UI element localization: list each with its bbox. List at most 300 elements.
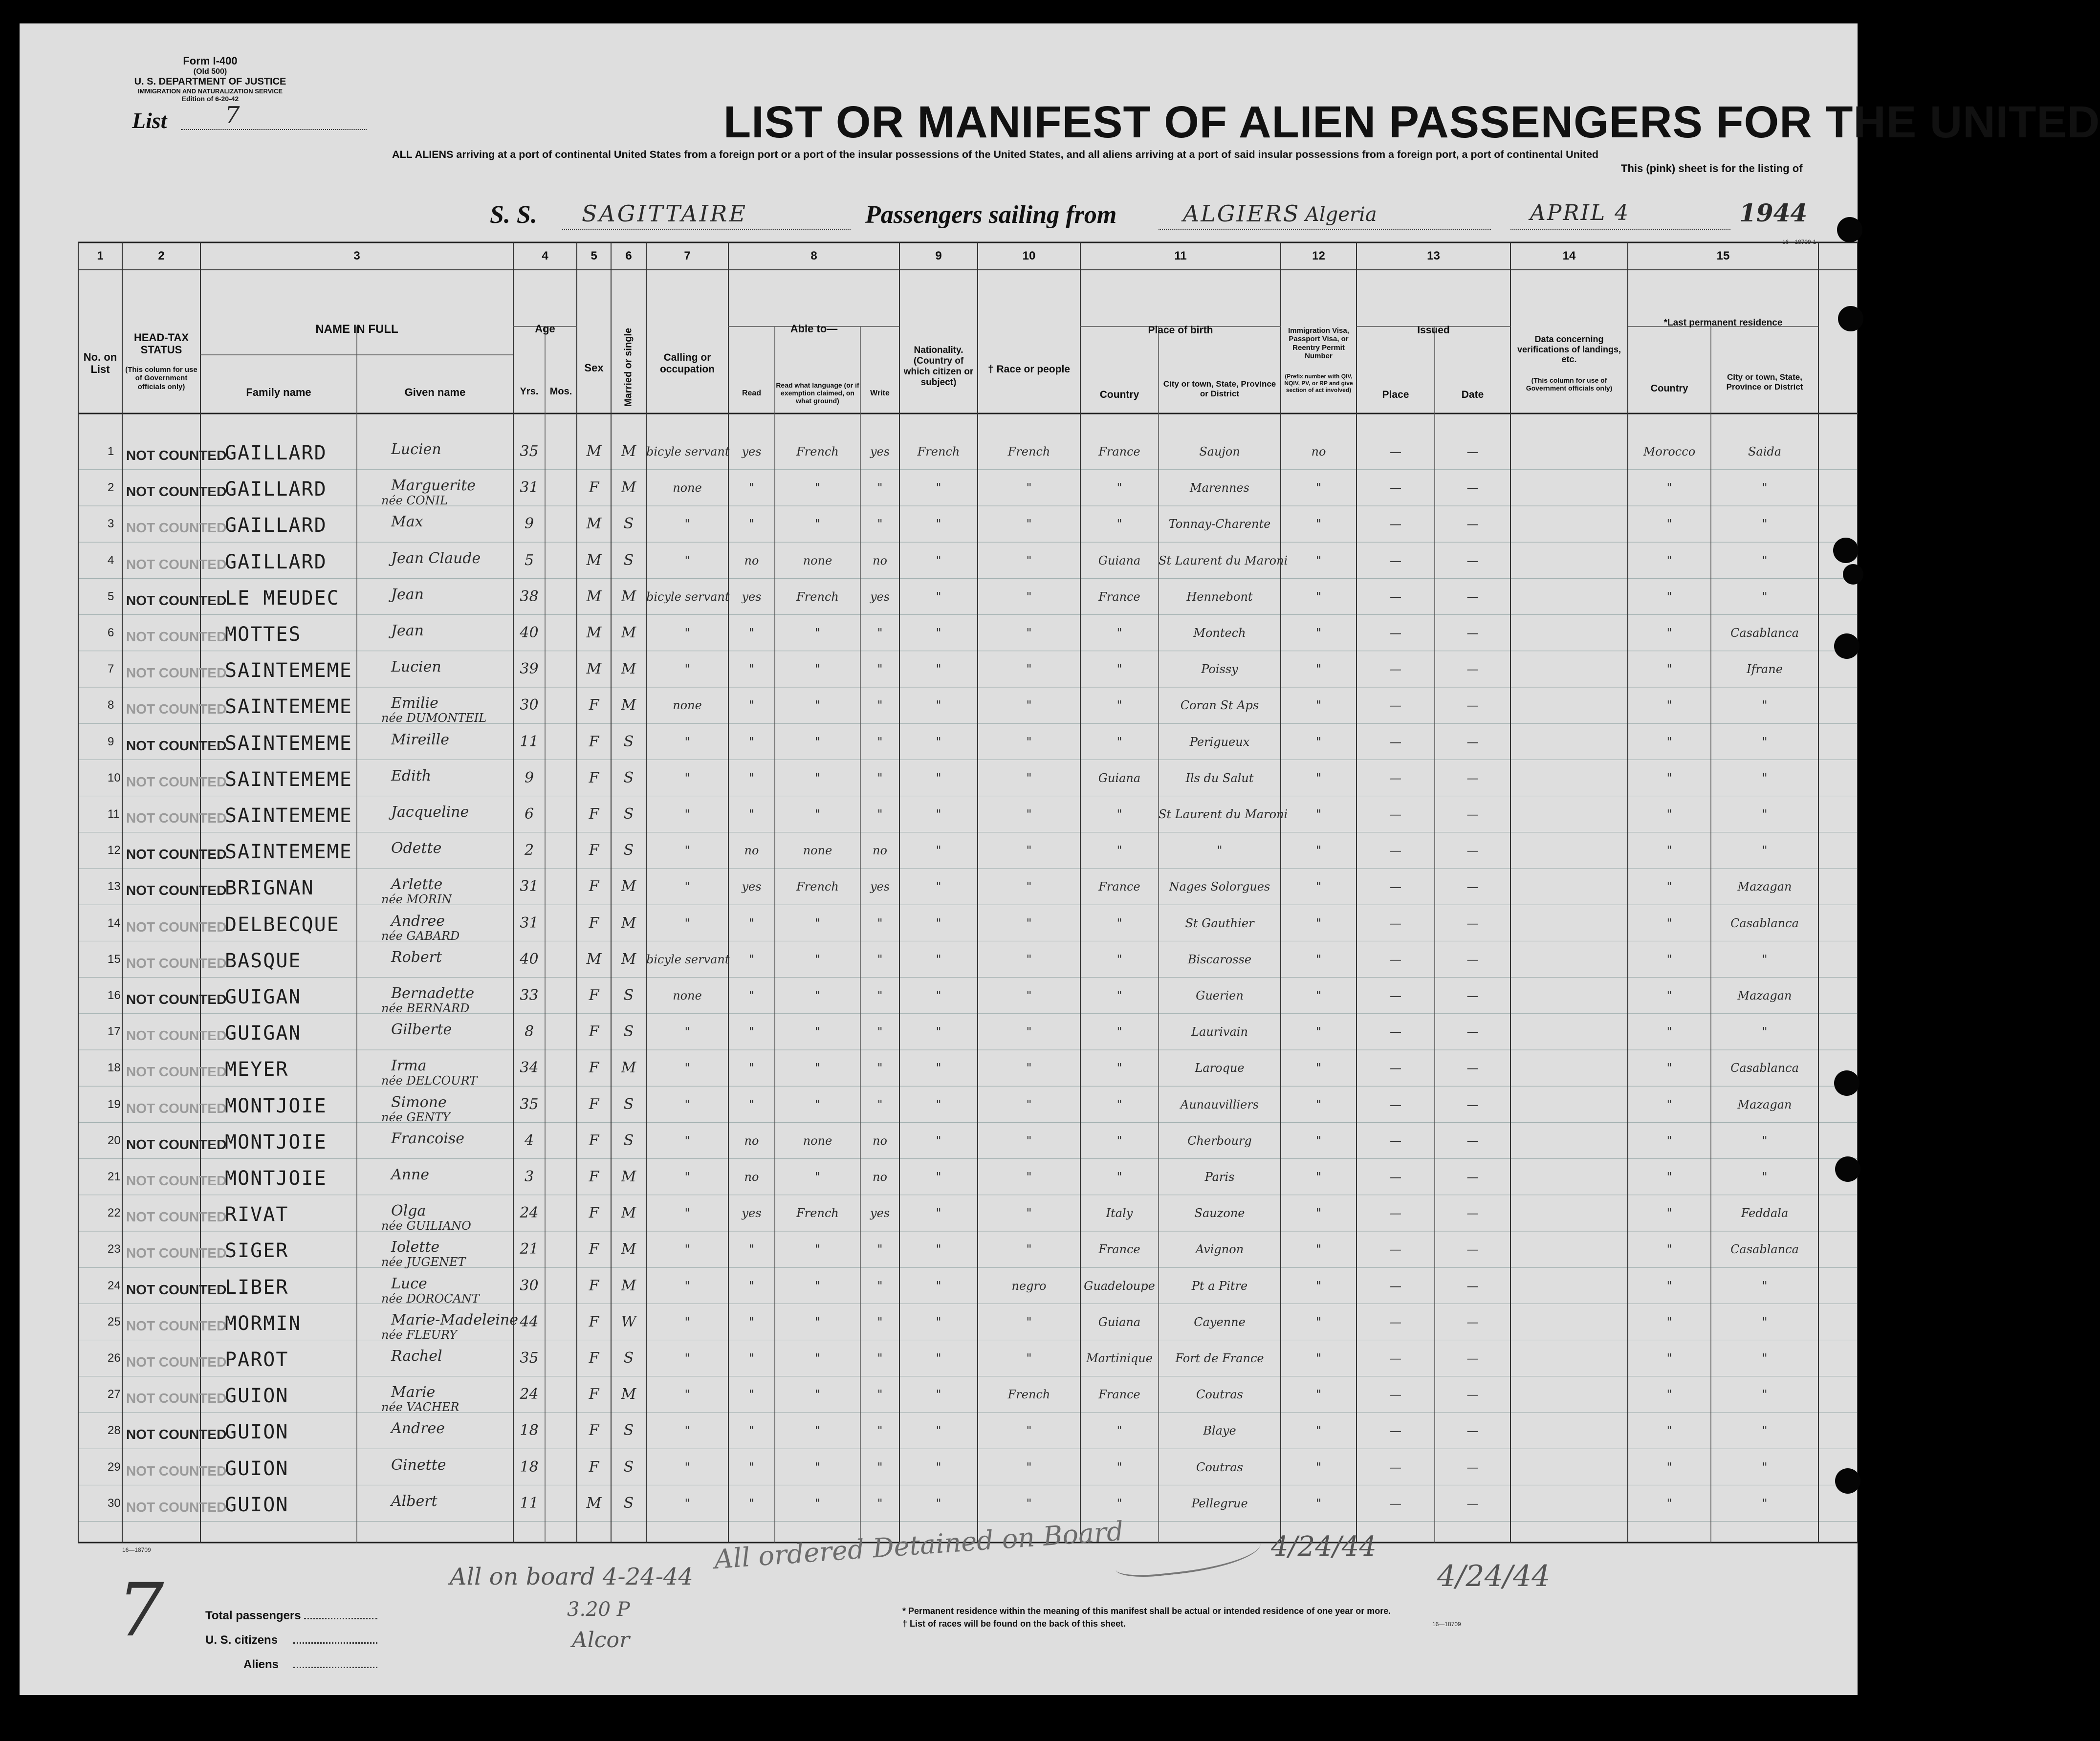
issued-place: — xyxy=(1390,771,1401,785)
can-read: " xyxy=(748,1460,755,1474)
sex: F xyxy=(589,1277,599,1294)
sex: F xyxy=(589,479,599,497)
marital-status: S xyxy=(623,1095,634,1113)
marital-status: S xyxy=(623,1422,634,1439)
visa-number: " xyxy=(1315,517,1322,531)
row-number: 10 xyxy=(108,771,121,784)
row-number: 28 xyxy=(108,1424,121,1437)
annotation-date-2: 4/24/44 xyxy=(1437,1559,1551,1593)
age-years: 31 xyxy=(520,878,539,895)
residence-country: " xyxy=(1666,662,1672,676)
residence-city: " xyxy=(1762,1279,1768,1293)
residence-country: " xyxy=(1666,1424,1672,1438)
col-verifications-note: (This column for use of Government officials only) xyxy=(1526,376,1613,392)
race: " xyxy=(1026,1242,1032,1257)
col-race: † Race or people xyxy=(987,364,1071,375)
age-years: 35 xyxy=(520,1095,539,1113)
race: " xyxy=(1026,916,1032,930)
row-number: 25 xyxy=(108,1315,121,1328)
race: " xyxy=(1026,1496,1032,1510)
family-name: MONTJOIE xyxy=(225,1094,327,1117)
visa-number: " xyxy=(1315,844,1322,858)
can-read: yes xyxy=(742,445,762,458)
family-name: GAILLARD xyxy=(225,442,327,464)
age-years: 2 xyxy=(524,842,534,859)
age-years: 31 xyxy=(520,914,539,932)
can-write: " xyxy=(877,481,883,495)
head-tax-status: NOT COUNTED xyxy=(126,1282,227,1297)
residence-city: " xyxy=(1762,735,1768,749)
birth-city: Aunauvilliers xyxy=(1180,1097,1259,1111)
visa-number: " xyxy=(1315,1279,1322,1293)
issued-date: — xyxy=(1466,1279,1479,1293)
birth-country: " xyxy=(1116,662,1122,676)
given-name: Irma xyxy=(391,1057,427,1075)
can-write: no xyxy=(873,1133,887,1148)
read-language: " xyxy=(814,1351,821,1365)
total-passengers-label: Total passengers xyxy=(205,1609,301,1622)
read-language: " xyxy=(814,916,821,930)
can-read: " xyxy=(748,1061,755,1075)
annotation-date-1: 4/24/44 xyxy=(1271,1531,1377,1563)
birth-city: Nages Solorgues xyxy=(1169,880,1270,894)
issued-place: — xyxy=(1390,1025,1401,1039)
can-read: " xyxy=(748,989,755,1002)
col-occupation: Calling or occupation xyxy=(659,352,715,375)
family-name: BRIGNAN xyxy=(225,877,314,900)
footer-code: 16—18709 xyxy=(1432,1621,1461,1628)
head-tax-status: NOT COUNTED xyxy=(126,1318,227,1333)
can-read: yes xyxy=(742,1206,762,1220)
issued-place: — xyxy=(1390,517,1401,531)
head-tax-status: NOT COUNTED xyxy=(126,1209,227,1225)
given-name: Jacqueline xyxy=(391,804,469,821)
nationality: " xyxy=(936,626,941,640)
row-number: 4 xyxy=(108,553,114,567)
col-birth-country: Country xyxy=(1099,389,1139,400)
nationality: " xyxy=(936,698,941,713)
head-tax-status: NOT COUNTED xyxy=(126,1028,227,1044)
marital-status: S xyxy=(623,987,634,1004)
issued-place: — xyxy=(1390,1351,1401,1365)
issued-place: — xyxy=(1390,698,1401,713)
read-language: French xyxy=(796,1206,839,1220)
issued-place: — xyxy=(1390,1279,1401,1293)
residence-country: " xyxy=(1666,1133,1672,1148)
residence-city: " xyxy=(1762,1351,1768,1365)
marital-status: S xyxy=(623,842,634,859)
age-years: 35 xyxy=(520,443,539,460)
family-name: GAILLARD xyxy=(225,478,327,501)
family-name: LE MEUDEC xyxy=(225,587,340,609)
occupation: " xyxy=(684,1061,690,1075)
residence-city: " xyxy=(1762,1460,1768,1474)
can-read: " xyxy=(748,1388,755,1402)
residence-country: " xyxy=(1666,1242,1672,1257)
nationality: " xyxy=(936,1460,941,1474)
age-years: 3 xyxy=(524,1168,534,1185)
can-read: yes xyxy=(742,589,762,604)
can-read: no xyxy=(744,844,759,858)
can-read: yes xyxy=(742,880,762,894)
row-number: 16 xyxy=(108,989,121,1002)
head-tax-status: NOT COUNTED xyxy=(126,883,227,898)
residence-city: Mazagan xyxy=(1737,1097,1792,1111)
race: " xyxy=(1026,553,1032,567)
maiden-name: née DUMONTEIL xyxy=(381,711,487,725)
issued-date: — xyxy=(1466,445,1479,458)
can-write: " xyxy=(877,662,883,676)
can-write: yes xyxy=(870,445,890,458)
birth-country: " xyxy=(1116,1061,1122,1075)
race: " xyxy=(1026,1206,1032,1220)
col-issued-date: Date xyxy=(1461,389,1484,400)
family-name: GAILLARD xyxy=(225,550,327,573)
issued-place: — xyxy=(1390,445,1401,458)
issued-place: — xyxy=(1390,1206,1401,1220)
residence-city: " xyxy=(1762,807,1768,821)
occupation: bicyle servant xyxy=(646,445,730,458)
race: " xyxy=(1026,662,1032,676)
read-language: " xyxy=(814,1242,821,1257)
col-name-in-full: NAME IN FULL xyxy=(315,323,398,336)
given-name: Max xyxy=(391,513,423,531)
race: " xyxy=(1026,1061,1032,1075)
family-name: SAINTEMEME xyxy=(225,659,352,682)
sex: F xyxy=(589,1059,599,1077)
marital-status: M xyxy=(621,950,636,968)
birth-city: Sauzone xyxy=(1194,1206,1245,1220)
race: " xyxy=(1026,1133,1032,1148)
birth-country: " xyxy=(1116,1133,1122,1148)
nationality: " xyxy=(936,1025,941,1039)
row-number: 12 xyxy=(108,844,121,857)
visa-number: no xyxy=(1311,445,1326,458)
sex: F xyxy=(589,805,599,823)
occupation: " xyxy=(684,771,690,785)
nationality: " xyxy=(936,481,941,495)
birth-country: " xyxy=(1116,1170,1122,1184)
head-tax-status: NOT COUNTED xyxy=(126,955,227,971)
birth-city: St Gauthier xyxy=(1185,916,1254,930)
birth-city: Coran St Aps xyxy=(1180,698,1259,713)
given-name: Edith xyxy=(391,767,432,784)
sex: M xyxy=(586,1494,602,1512)
marital-status: S xyxy=(623,1349,634,1367)
visa-number: " xyxy=(1315,1424,1322,1438)
birth-country: " xyxy=(1116,916,1122,930)
age-years: 6 xyxy=(524,805,534,823)
maiden-name: née JUGENET xyxy=(381,1255,466,1269)
can-read: " xyxy=(748,952,755,966)
family-name: BASQUE xyxy=(225,949,302,972)
port-underline xyxy=(1159,229,1491,230)
residence-country: " xyxy=(1666,880,1672,894)
issued-place: — xyxy=(1390,1097,1401,1111)
can-read: " xyxy=(748,916,755,930)
given-name: Emilie xyxy=(391,695,438,712)
family-name: SIGER xyxy=(225,1240,289,1262)
can-write: " xyxy=(877,1061,883,1075)
issued-date: — xyxy=(1466,1460,1479,1474)
age-years: 30 xyxy=(520,696,539,714)
birth-city: Pt a Pitre xyxy=(1191,1279,1248,1293)
issued-date: — xyxy=(1466,989,1479,1002)
col-age-mos: Mos. xyxy=(549,386,572,397)
nationality: " xyxy=(936,1061,941,1075)
can-write: " xyxy=(877,1279,883,1293)
residence-city: Casablanca xyxy=(1730,1242,1799,1257)
issued-place: — xyxy=(1390,1424,1401,1438)
birth-city: Cayenne xyxy=(1194,1315,1246,1329)
birth-city: Biscarosse xyxy=(1187,952,1252,966)
sex: F xyxy=(589,733,599,750)
maiden-name: née GUILIANO xyxy=(381,1219,471,1233)
marital-status: M xyxy=(621,624,636,641)
residence-country: " xyxy=(1666,1170,1672,1184)
marital-status: M xyxy=(621,878,636,895)
race: " xyxy=(1026,807,1032,821)
read-language: " xyxy=(814,481,821,495)
maiden-name: née VACHER xyxy=(381,1400,459,1415)
issued-date: — xyxy=(1466,916,1479,930)
race: " xyxy=(1026,1315,1032,1329)
issued-place: — xyxy=(1390,916,1401,930)
head-tax-status: NOT COUNTED xyxy=(126,1136,227,1152)
punch-hole xyxy=(1834,1070,1859,1096)
can-read: no xyxy=(744,553,759,567)
residence-country: " xyxy=(1666,1351,1672,1365)
column-number: 9 xyxy=(935,249,942,262)
family-name: GUION xyxy=(225,1385,289,1408)
sex: F xyxy=(589,878,599,895)
can-write: " xyxy=(877,626,883,640)
column-number: 13 xyxy=(1427,249,1440,262)
visa-number: " xyxy=(1315,880,1322,894)
visa-number: " xyxy=(1315,916,1322,930)
nationality: " xyxy=(936,1388,941,1402)
sex: F xyxy=(589,914,599,932)
age-years: 9 xyxy=(524,769,534,786)
residence-city: " xyxy=(1762,589,1768,604)
read-language: none xyxy=(803,1133,832,1148)
head-tax-status: NOT COUNTED xyxy=(126,701,227,717)
marital-status: M xyxy=(621,1059,636,1077)
nationality: " xyxy=(936,1242,941,1257)
visa-number: " xyxy=(1315,1061,1322,1075)
residence-city: " xyxy=(1762,952,1768,966)
family-name: GUION xyxy=(225,1457,289,1480)
occupation: none xyxy=(673,481,702,495)
marital-status: S xyxy=(623,1494,634,1512)
form-id-block xyxy=(127,55,293,103)
col-married-single: Married or single xyxy=(623,327,634,407)
occupation: " xyxy=(684,1424,690,1438)
birth-city: Perigueux xyxy=(1189,735,1250,749)
sex: F xyxy=(589,696,599,714)
residence-country: " xyxy=(1666,1315,1672,1329)
occupation: " xyxy=(684,1351,690,1365)
birth-city: Coutras xyxy=(1196,1460,1243,1474)
residence-country: " xyxy=(1666,916,1672,930)
punch-hole xyxy=(1835,1468,1860,1494)
read-language: " xyxy=(814,1097,821,1111)
can-read: " xyxy=(748,1351,755,1365)
family-name: GUIGAN xyxy=(225,1022,302,1045)
marital-status: M xyxy=(621,696,636,714)
row-number: 27 xyxy=(108,1388,121,1401)
birth-country: " xyxy=(1116,844,1122,858)
col-head-tax-status: HEAD-TAX STATUS xyxy=(133,331,189,356)
residence-country: " xyxy=(1666,771,1672,785)
age-years: 18 xyxy=(520,1458,539,1476)
residence-city: Feddala xyxy=(1741,1206,1789,1220)
residence-city: " xyxy=(1762,1496,1768,1510)
residence-city: Ifrane xyxy=(1747,662,1783,676)
issued-date: — xyxy=(1466,1097,1479,1111)
occupation: " xyxy=(684,517,690,531)
can-read: " xyxy=(748,1025,755,1039)
row-number: 29 xyxy=(108,1460,121,1474)
can-write: " xyxy=(877,735,883,749)
read-language: French xyxy=(796,880,839,894)
can-read: " xyxy=(748,481,755,495)
birth-country: " xyxy=(1116,517,1122,531)
punch-hole xyxy=(1833,538,1859,563)
residence-country: " xyxy=(1666,1097,1672,1111)
can-write: " xyxy=(877,1496,883,1510)
row-number: 9 xyxy=(108,735,114,748)
race: " xyxy=(1026,771,1032,785)
head-tax-status: NOT COUNTED xyxy=(126,774,227,789)
nationality: " xyxy=(936,844,941,858)
issued-date: — xyxy=(1466,481,1479,495)
print-code: 16—18709-1 xyxy=(1782,239,1816,245)
read-language: " xyxy=(814,1460,821,1474)
given-name: Rachel xyxy=(391,1348,442,1365)
nationality: " xyxy=(936,807,941,821)
birth-country: Guadeloupe xyxy=(1084,1279,1155,1293)
visa-number: " xyxy=(1315,553,1322,567)
col-family-name: Family name xyxy=(246,386,311,398)
sex: F xyxy=(589,987,599,1004)
race: " xyxy=(1026,626,1032,640)
family-name: SAINTEMEME xyxy=(225,841,352,864)
can-write: yes xyxy=(870,589,890,604)
read-language: " xyxy=(814,626,821,640)
date-underline xyxy=(1510,229,1730,230)
given-name: Marie-Madeleine xyxy=(391,1311,519,1328)
residence-city: " xyxy=(1762,1025,1768,1039)
list-underline xyxy=(181,129,367,130)
occupation: " xyxy=(684,844,690,858)
head-tax-status: NOT COUNTED xyxy=(126,1427,227,1442)
age-years: 5 xyxy=(524,551,534,569)
race: negro xyxy=(1011,1279,1047,1293)
head-tax-status: NOT COUNTED xyxy=(126,810,227,826)
family-name: SAINTEMEME xyxy=(225,768,352,791)
given-name: Gilberte xyxy=(391,1021,452,1039)
residence-city: Mazagan xyxy=(1737,989,1792,1002)
race: " xyxy=(1026,1460,1032,1474)
sex: F xyxy=(589,1132,599,1149)
col-place-of-birth: Place of birth xyxy=(1148,325,1213,336)
nationality: French xyxy=(917,445,960,458)
occupation: " xyxy=(684,916,690,930)
age-years: 39 xyxy=(520,660,539,678)
can-write: " xyxy=(877,1242,883,1257)
row-number: 1 xyxy=(108,445,114,458)
issued-date: — xyxy=(1466,880,1479,894)
marital-status: S xyxy=(623,769,634,786)
birth-city: Hennebont xyxy=(1186,589,1253,604)
nationality: " xyxy=(936,1315,941,1329)
age-years: 9 xyxy=(524,515,534,533)
col-nationality: Nationality. (Country of which citizen or subject) xyxy=(903,345,974,388)
annotation-detained: All ordered Detained on Board xyxy=(713,1515,1125,1575)
birth-city: Poissy xyxy=(1201,662,1238,676)
birth-country: France xyxy=(1098,1388,1140,1402)
residence-country: " xyxy=(1666,481,1672,495)
issued-date: — xyxy=(1466,1496,1479,1510)
total-passengers-dots xyxy=(304,1618,377,1619)
sex: F xyxy=(589,1023,599,1041)
issued-place: — xyxy=(1390,807,1401,821)
given-name: Albert xyxy=(391,1492,438,1510)
maiden-name: née FLEURY xyxy=(381,1328,458,1342)
given-name: Andree xyxy=(391,912,445,930)
race: " xyxy=(1026,589,1032,604)
row-number: 6 xyxy=(108,626,114,639)
issued-date: — xyxy=(1466,952,1479,966)
residence-country: " xyxy=(1666,1206,1672,1220)
can-write: no xyxy=(873,844,887,858)
birth-country: Guiana xyxy=(1098,771,1141,785)
birth-country: France xyxy=(1098,1242,1140,1257)
occupation: " xyxy=(684,1242,690,1257)
given-name: Luce xyxy=(391,1275,427,1292)
issued-date: — xyxy=(1466,1025,1479,1039)
marital-status: S xyxy=(623,805,634,823)
nationality: " xyxy=(936,1351,941,1365)
sex: F xyxy=(589,1458,599,1476)
race: " xyxy=(1026,1351,1032,1365)
row-number: 11 xyxy=(108,807,120,821)
birth-city: St Laurent du Maroni xyxy=(1159,553,1288,567)
punch-hole xyxy=(1834,633,1859,659)
sex: M xyxy=(586,950,602,968)
col-issued: Issued xyxy=(1417,325,1450,336)
nationality: " xyxy=(936,1279,941,1293)
visa-number: " xyxy=(1315,1242,1322,1257)
family-name: LIBER xyxy=(225,1276,289,1299)
given-name: Marguerite xyxy=(391,477,476,495)
col-head-tax-note: (This column for use of Government officials only) xyxy=(125,366,197,391)
occupation: bicyle servant xyxy=(646,589,730,604)
punch-hole xyxy=(1837,217,1862,242)
aliens-dots xyxy=(293,1667,377,1668)
birth-country: " xyxy=(1116,698,1122,713)
maiden-name: née GENTY xyxy=(381,1110,451,1124)
head-tax-status: NOT COUNTED xyxy=(126,556,227,572)
row-number: 7 xyxy=(108,662,114,676)
issued-date: — xyxy=(1466,626,1479,640)
head-tax-status: NOT COUNTED xyxy=(126,1100,227,1116)
head-tax-status: NOT COUNTED xyxy=(126,919,227,935)
sex: M xyxy=(586,660,602,678)
column-number: 11 xyxy=(1174,249,1187,262)
marital-status: M xyxy=(621,1277,636,1294)
